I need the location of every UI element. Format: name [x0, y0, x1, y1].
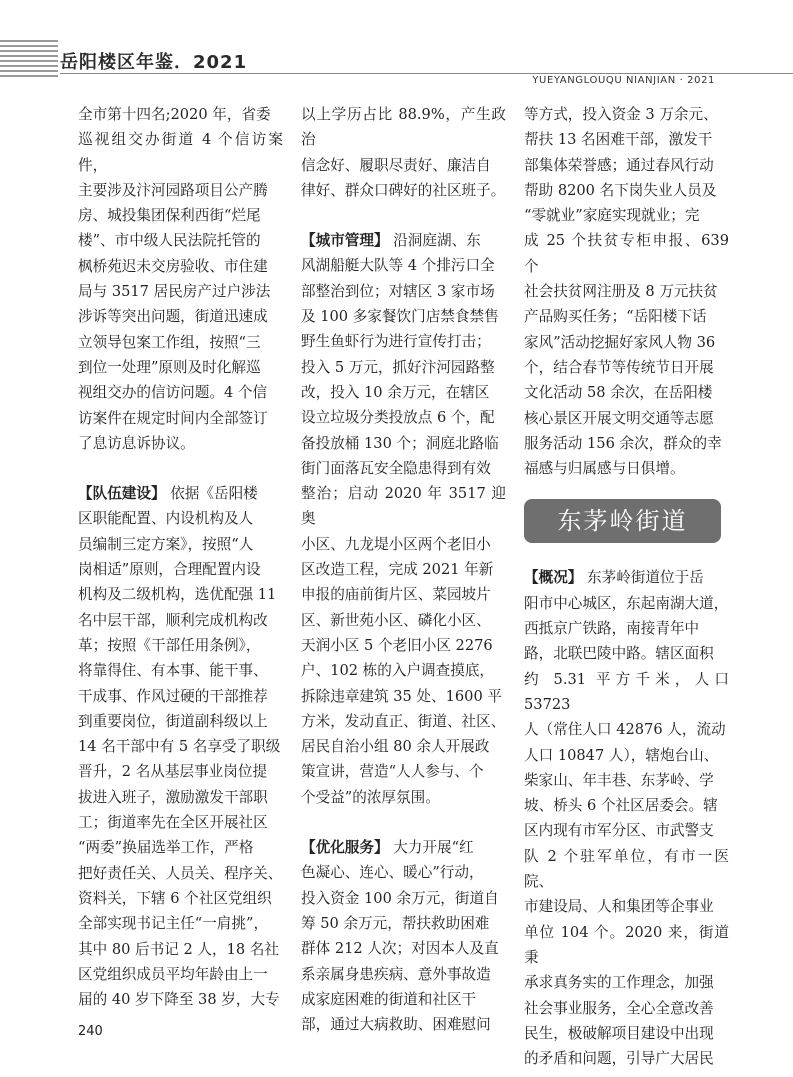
section-heading-city-management: 【城市管理】 [301, 232, 389, 250]
paragraph-team-building-text: 依据《岳阳楼 区职能配置、内设机构及人 员编制三定方案》，按照“人 岗相适”原则，合理配置内设 机构及二级机构，选优配强 11 名中层干部，顺利完成机构改 革；按照《干部任用条例》， 将靠得住、有本事、能干事、 干成事、作风过硬的干部推荐 到重要岗位，街道副科级以上 14 名干部中有 5 名享受了职级 晋升，2 名从基层事业岗位提 拔进入班子，激励激发干部职 工；街道率先在全区开展社区 “两委”换届选举工作，严格 把好责任关、人员关、程序关、 资料关，下辖 6 个社区党组织 全部实现书记主任“一肩挑”， 其中 80 后书记 2 人，18 名社 区党组织成员平均年龄由上一 届的 40 岁下降至 38 岁，大专 [78, 485, 283, 1009]
section-heading-service: 【优化服务】 [301, 839, 389, 857]
running-header [0, 28, 793, 88]
paragraph-overview [524, 565, 729, 1071]
section-heading-team-building: 【队伍建设】 [78, 485, 166, 503]
paragraph-continued: 以上学历占比 88.9%，产生政治 信念好、履职尽责好、廉洁自 律好、群众口碑好的社区班子。 [301, 106, 506, 199]
paragraph-city-management [301, 228, 506, 810]
text-column-1 [78, 102, 283, 1012]
paragraph-team-building [78, 481, 283, 1012]
paragraph-city-management-text: 沿洞庭湖、东 风湖船艇大队等 4 个排污口全 部整治到位；对辖区 3 家市场 及 100 多家餐饮门店禁食禁售 野生鱼虾行为进行宣传打击； 投入 5 万元，抓好汴河园路整 改，投入 10 余万元，在辖区 设立垃圾分类投放点 6 个，配 备投放桶 130 个；洞庭北路临 街门面落瓦安全隐患得到有效 整治；启动 2020 年 3517 迎奥 小区、九龙堤小区两个老旧小 区改造工程，完成 2021 年新 申报的庙前街片区、菜园坡片 区、新世苑小区、磷化小区、 天润小区 5 个老旧小区 2276 户、102 栋的入户调查摸底， 拆除违章建筑 35 处、1600 平 方米，发动直正、街道、社区、 居民自治小组 80 余人开展政 策宣讲，营造“人人参与、个 个受益”的浓厚氛围。 [301, 232, 506, 806]
header-rule [60, 73, 793, 74]
paragraph-petition: 全市第十四名;2020 年，省委 巡视组交办街道 4 个信访案件， 主要涉及汴河园路项目公产腾 房、城投集团保利西街“烂尾 楼”、市中级人民法院托管的 枫桥苑迟未交房验收、市住建 局与 3517 居民房产过户涉法 涉诉等突出问题，街道迅速成 立领导包案工作组，按照“三 到位一处理”原则及时化解巡 视组交办的信访问题。4 个信 访案件在规定时间内全部签订 了息访息诉协议。 [78, 106, 283, 452]
yearbook-title: 岳阳楼区年鉴．2021 [60, 52, 248, 73]
text-column-3 [524, 102, 729, 1071]
paragraph-service-continued: 等方式，投入资金 3 万余元、 帮扶 13 名困难干部，激发干 部集体荣誉感；通过春风行动 帮助 8200 名下岗失业人员及 “零就业”家庭实现就业；完 成 25 个扶贫专柜申报、639 个 社会扶贫网注册及 8 万元扶贫 产品购买任务；“岳阳楼下话 家风”活动挖掘好家风人物 36 个，结合春节等传统节日开展 文化活动 58 余次，在岳阳楼 核心景区开展文明交通等志愿 服务活动 156 余次，群众的幸 福感与归属感与日俱增。 [524, 106, 729, 478]
section-heading-overview: 【概况】 [524, 569, 583, 587]
paragraph-overview-text: 东茅岭街道位于岳 阳市中心城区，东起南湖大道， 西抵京广铁路，南接青年中 路，北联巴陵中路。辖区面积 约 5.31 平方千米，人口 53723 人（常住人口 42876 人，流动 人口 10847 人），辖炮台山、 柴家山、年丰巷、东茅岭、学 坡、桥头 6 个社区居委会。辖 区内现有市军分区、市武警支 队 2 个驻军单位，有市一医院、 市建设局、人和集团等企事业 单位 104 个。2020 来，街道秉 承求真务实的工作理念，加强 社会事业服务，全心全意改善 民生，极破解项目建设中出现 的矛盾和问题，引导广大居民 [524, 569, 729, 1068]
yearbook-subtitle: YUEYANGLOUQU NIANJIAN · 2021 [532, 75, 715, 86]
section-banner-dongmaoling: 东茅岭街道 [524, 499, 721, 543]
text-column-2 [301, 102, 506, 1037]
paragraph-service-text: 大力开展“红 色凝心、连心、暖心”行动， 投入资金 100 余万元，街道自 筹 50 余万元，帮扶救助困难 群体 212 人次；对因本人及直 系亲属身患疾病、意外事故造 成家庭困难的街道和社区干 部，通过大病救助、困难慰问 [301, 839, 499, 1034]
paragraph-service [301, 835, 506, 1037]
header-stripes-decoration [0, 40, 58, 82]
page-number: 240 [78, 1024, 103, 1039]
